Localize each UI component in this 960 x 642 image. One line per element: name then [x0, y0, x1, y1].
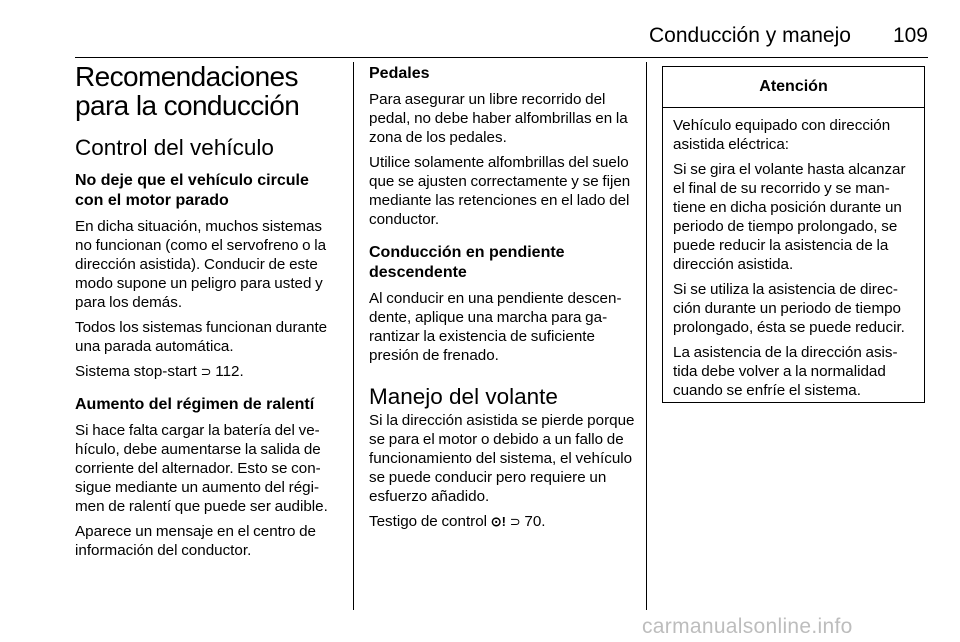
subheading-engine-off: No deje que el vehículo circule con el motor parado	[75, 172, 309, 209]
reference-page: 70.	[524, 513, 546, 530]
subheading-downhill: Conducción en pendiente descendente	[369, 244, 565, 281]
chapter-title: Recomendaciones para la conducción	[75, 61, 300, 121]
column-divider-right	[646, 62, 647, 610]
paragraph: Si hace falta cargar la batería del vehículo, debe aumentarse la salida de corriente del alternador. Esto se consigue mediante un aumento del régimen de ralentí que puede ser audible.	[75, 422, 328, 515]
paragraph: Todos los sistemas funcionan durante una parada automática.	[75, 319, 328, 355]
paragraph: Si la dirección asistida se pierde porque se para el motor o debido a un fallo de funcionamiento del sistema, el vehículo se puede conducir pero requiere un esfuerzo añadido.	[369, 412, 635, 505]
reference-text: Sistema stop-start	[75, 363, 197, 380]
section-title: Conducción y manejo	[649, 24, 851, 47]
running-header	[0, 22, 928, 50]
warning-paragraph: Si se utiliza la asistencia de dirección durante un periodo de tiempo prolongado, ésta se puede reducir.	[673, 281, 905, 336]
paragraph: Aparece un mensaje en el centro de información del conductor.	[75, 523, 317, 559]
column-1	[75, 62, 341, 566]
column-divider-left	[353, 62, 354, 610]
cross-reference-stop-start[interactable]	[75, 362, 341, 381]
warning-paragraph: Si se gira el volante hasta alcanzar el final de su recorrido y se mantiene en dicha posición durante un periodo de tiempo prolongado, se puede reducir la asistencia de la dirección asistida.	[673, 161, 906, 273]
watermark: carmanualsonline.info	[642, 615, 853, 638]
warning-paragraph: La asistencia de la dirección asistida debe volver a la normalidad cuando se enfríe el sistema.	[673, 344, 898, 399]
cross-reference-warning-light[interactable]	[369, 512, 637, 531]
header-rule	[75, 57, 928, 58]
column-2	[369, 62, 637, 537]
page-reference-icon: ⊃	[509, 514, 521, 529]
subheading-idle-speed: Aumento del régimen de ralentí	[75, 396, 315, 413]
topic-title-steering: Manejo del volante	[369, 384, 558, 409]
power-steering-warning-icon: ⊙!	[490, 514, 507, 529]
page-reference-icon: ⊃	[200, 364, 212, 379]
warning-paragraph: Vehículo equipado con dirección asistida eléctrica:	[673, 117, 891, 153]
reference-page: 112.	[215, 363, 244, 380]
paragraph: Utilice solamente alfombrillas del suelo que se ajusten correctamente y se fijen mediante las retenciones en el lado del conductor.	[369, 154, 631, 228]
paragraph: Al conducir en una pendiente descendente, aplique una marcha para garantizar la existencia de suficiente presión de frenado.	[369, 290, 622, 364]
paragraph: Para asegurar un libre recorrido del pedal, no debe haber alfombrillas en la zona de los pedales.	[369, 91, 628, 146]
reference-text: Testigo de control	[369, 513, 488, 530]
subheading-pedals: Pedales	[369, 65, 430, 82]
paragraph: En dicha situación, muchos sistemas no funcionan (como el servofreno o la dirección asistida). Conducir de este modo supone un peligro para usted y para los demás.	[75, 218, 327, 311]
topic-title-vehicle-control: Control del vehículo	[75, 135, 274, 160]
page-number: 109	[892, 24, 928, 47]
warning-title: Atención	[663, 67, 924, 108]
warning-body	[663, 108, 924, 400]
warning-box	[662, 66, 925, 403]
